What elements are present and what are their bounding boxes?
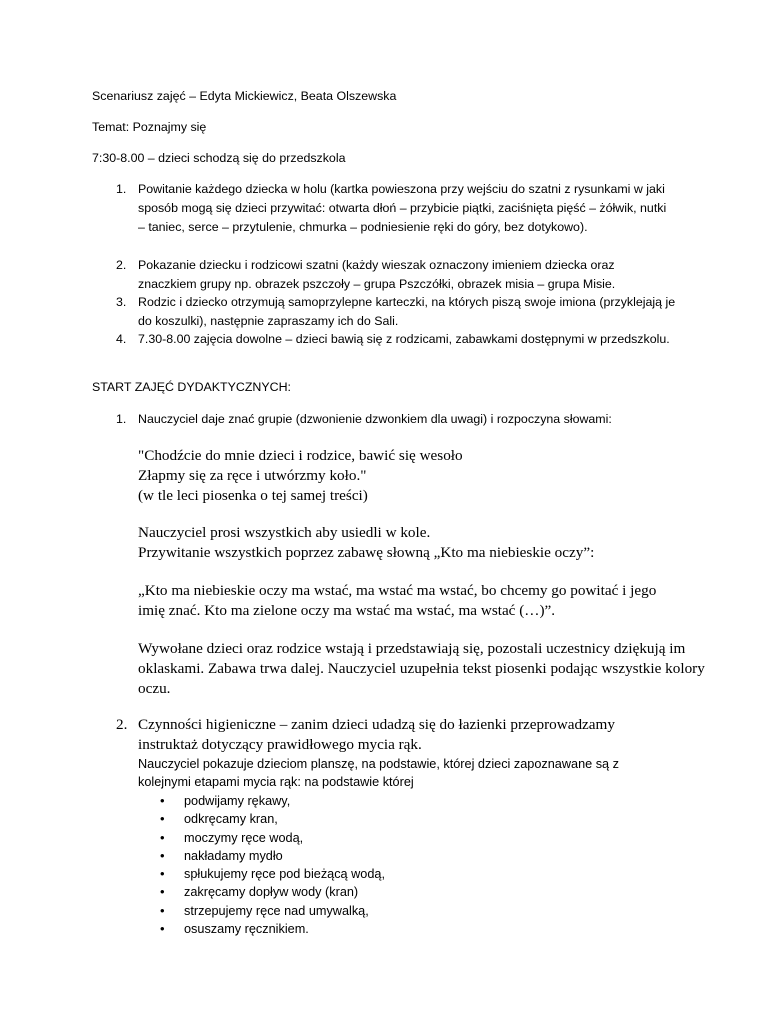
poem-line: "Chodźcie do mnie dzieci i rodzice, bawić się wesoło bbox=[138, 447, 463, 464]
list-item: • nakładamy mydło bbox=[160, 847, 283, 863]
list-item: • spłukujemy ręce pod bieżącą wodą, bbox=[160, 866, 385, 882]
step-2-subtext: Nauczyciel pokazuje dzieciom planszę, na podstawie, której dzieci zapoznawane są z kolejnymi etapami mycia rąk: na podstawie której bbox=[138, 757, 619, 789]
bullet-icon: • bbox=[160, 902, 165, 918]
step-2-text: Czynności higieniczne – zanim dzieci udadzą się do łazienki przeprowadzamy instruktaż dotyczący prawidłowego mycia rąk. bbox=[138, 716, 615, 753]
song-lyrics: „Kto ma niebieskie oczy ma wstać, ma wstać ma wstać, bo chcemy go powitać i jego imię znać. Kto ma zielone oczy ma wstać ma wstać, ma wstać (…)”. bbox=[138, 582, 657, 619]
list-item: • zakręcamy dopływ wody (kran) bbox=[160, 884, 359, 900]
instruction-paragraph bbox=[138, 523, 708, 563]
intro-list-item bbox=[116, 180, 676, 237]
step-2 bbox=[116, 715, 696, 755]
paragraph-line: Nauczyciel prosi wszystkich aby usiedli w kole. bbox=[138, 524, 431, 541]
bullet-icon: • bbox=[160, 884, 165, 900]
game-description: Wywołane dzieci oraz rodzice wstają i przedstawiają się, pozostali uczestnicy dziękują im oklaskami. Zabawa trwa dalej. Nauczyciel uzupełnia tekst piosenki podając wszystkie kolory oczu. bbox=[138, 640, 705, 697]
bullet-icon: • bbox=[160, 811, 165, 827]
list-item: • moczymy ręce wodą, bbox=[160, 829, 304, 845]
bullet-icon: • bbox=[160, 847, 165, 863]
step-number: 2. bbox=[116, 716, 128, 733]
list-item-text: Powitanie każdego dziecka w holu (kartka powieszona przy wejściu do szatni z rysunkami w jaki sposób mogą się dzieci przywitać: otwarta dłoń – przybicie piątki, zaciśnięta pięść – żółwik, nutki – taniec, serce – przytulenie, chmurka – podniesienie ręki do góry, bez dotykowo). bbox=[138, 182, 667, 234]
list-number: 2. bbox=[116, 258, 127, 272]
step-1 bbox=[116, 410, 676, 429]
list-item: • osuszamy ręcznikiem. bbox=[160, 921, 309, 937]
bullet-icon: • bbox=[160, 866, 165, 882]
section-heading: START ZAJĘĆ DYDAKTYCZNYCH: bbox=[92, 380, 291, 394]
poem-line: Złapmy się za ręce i utwórzmy koło." bbox=[138, 467, 367, 484]
document-title: Scenariusz zajęć – Edyta Mickiewicz, Beata Olszewska bbox=[92, 89, 397, 103]
list-item: • odkręcamy kran, bbox=[160, 811, 278, 827]
handwashing-steps-list bbox=[160, 792, 385, 938]
step-1-intro: Nauczyciel daje znać grupie (dzwonienie dzwonkiem dla uwagi) i rozpoczyna słowami: bbox=[138, 412, 612, 426]
list-item-text: Rodzic i dziecko otrzymują samoprzylepne karteczki, na których piszą swoje imiona (przyklejają je do koszulki), następnie zapraszamy ich do Sali. bbox=[138, 295, 676, 328]
list-number: 1. bbox=[116, 182, 127, 196]
arrival-line: 7:30-8.00 – dzieci schodzą się do przedszkola bbox=[92, 151, 346, 165]
list-number: 3. bbox=[116, 295, 127, 309]
intro-list-item bbox=[116, 330, 676, 349]
bullet-icon: • bbox=[160, 829, 165, 845]
poem-line: (w tle leci piosenka o tej samej treści) bbox=[138, 487, 368, 504]
list-number: 4. bbox=[116, 332, 127, 346]
step-number: 1. bbox=[116, 412, 127, 426]
paragraph-line: Przywitanie wszystkich poprzez zabawę słowną „Kto ma niebieskie oczy”: bbox=[138, 544, 595, 561]
bullet-icon: • bbox=[160, 921, 165, 937]
intro-list-item bbox=[116, 293, 676, 331]
bullet-icon: • bbox=[160, 793, 165, 808]
topic-line: Temat: Poznajmy się bbox=[92, 120, 207, 134]
poem-block bbox=[138, 446, 698, 506]
list-item-text: 7.30-8.00 zajęcia dowolne – dzieci bawią się z rodzicami, zabawkami dostępnymi w przedszkolu. bbox=[138, 332, 670, 346]
intro-list-item bbox=[116, 256, 676, 294]
list-item-text: Pokazanie dziecku i rodzicowi szatni (każdy wieszak oznaczony imieniem dziecka oraz znaczkiem grupy np. obrazek pszczoły – grupa Pszczółki, obrazek misia – grupa Misie. bbox=[138, 258, 616, 291]
list-item: • podwijamy rękawy, bbox=[160, 793, 291, 808]
list-item: • strzepujemy ręce nad umywalką, bbox=[160, 902, 369, 918]
